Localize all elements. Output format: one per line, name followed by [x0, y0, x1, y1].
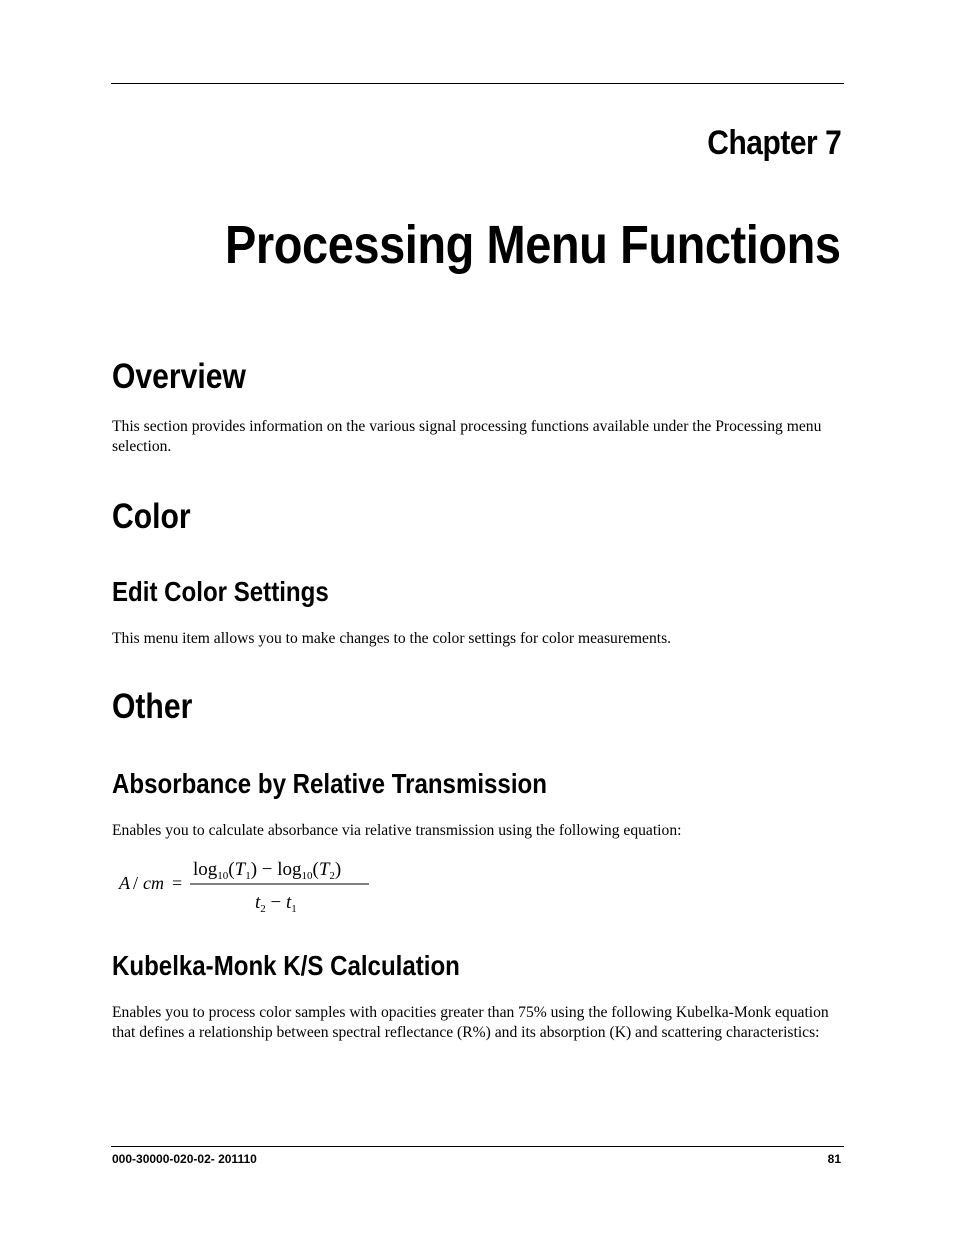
absorbance-body: Enables you to calculate absorbance via relative transmission using the following equation: [112, 822, 682, 839]
edit-color-settings-body: This menu item allows you to make changes to the color settings for color measurements. [112, 630, 672, 647]
kubelka-heading: Kubelka-Monk K/S Calculation [112, 950, 460, 981]
absorbance-equation [112, 852, 382, 922]
footer-doc-number: 000-30000-020-02- 201110 [112, 1152, 257, 1166]
equation-lhs-a: A [119, 873, 130, 893]
overview-body: This section provides information on the various signal processing functions available under the Processing menu selection. [112, 418, 822, 455]
overview-heading: Overview [112, 357, 246, 396]
equation-lhs-slash: / [133, 873, 139, 893]
edit-color-settings-heading: Edit Color Settings [112, 576, 329, 607]
other-heading: Other [112, 687, 193, 726]
equation-denominator: $t_2 - t_1$ [255, 892, 297, 915]
chapter-label: Chapter 7 [706, 124, 841, 162]
equation-graphic [112, 852, 382, 922]
chapter-title: Processing Menu Functions [225, 215, 841, 275]
color-heading: Color [112, 497, 191, 536]
footer-page-number: 81 [827, 1152, 841, 1166]
equation-lhs-cm: cm [143, 873, 164, 893]
footer-rule [111, 1146, 844, 1147]
kubelka-body: Enables you to process color samples with opacities greater than 75% using the following Kubelka-Monk equation that defines a relationship between spectral reflectance (R%) and its absorption (K) and scattering characteristics: [112, 1004, 829, 1041]
equation-numerator: $\log_{10}(T_1) - \log_{10}(T_2)$ [193, 859, 342, 882]
header-rule [111, 83, 844, 84]
equation-equals: = [172, 873, 183, 893]
absorbance-heading: Absorbance by Relative Transmission [112, 768, 547, 799]
